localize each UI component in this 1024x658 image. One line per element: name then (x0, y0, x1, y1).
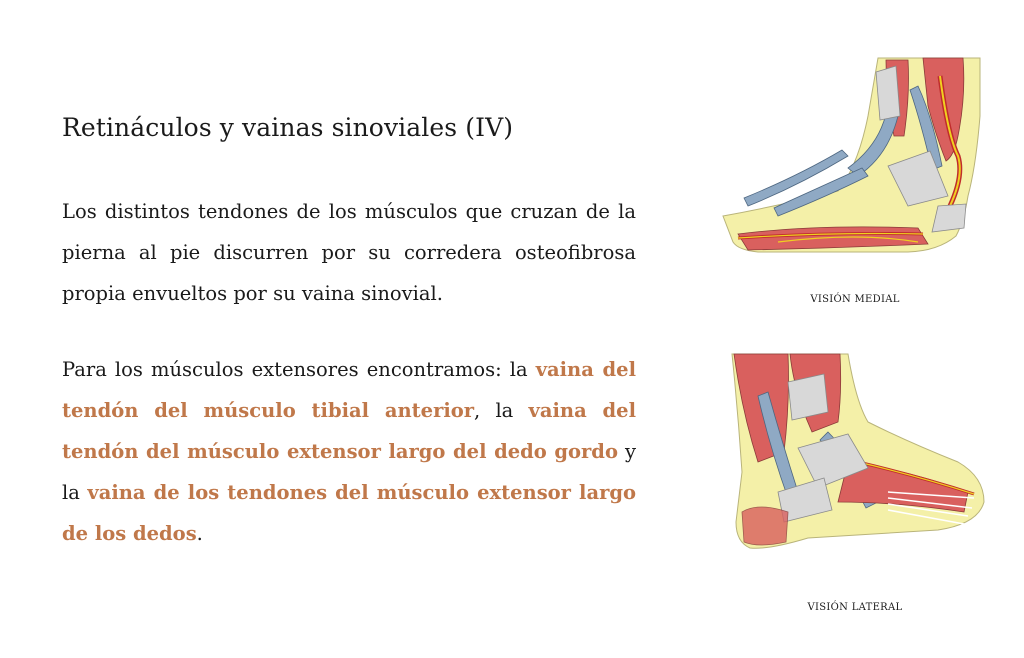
medial-view-caption: VISIÓN MEDIAL (810, 294, 900, 305)
lateral-view-caption: VISIÓN LATERAL (807, 602, 903, 613)
separator-1: , la (474, 399, 529, 422)
intro-paragraph: Los distintos tendones de los músculos que cruzan de la pierna al pie discurren por su corredera osteofibrosa propia envueltos por su vaina sinovial. (62, 200, 636, 305)
page-title: Retináculos y vainas sinoviales (IV) (62, 113, 514, 142)
link-extensor-hallucis-sheath[interactable]: vaina del tendón del músculo extensor largo del dedo gordo (62, 399, 636, 463)
separator-2: y la (62, 440, 636, 504)
extensors-intro: Para los músculos extensores encontramos: la (62, 358, 536, 381)
paragraph-end: . (196, 522, 203, 545)
link-extensor-digitorum-sheath[interactable]: vaina de los tendones del músculo extensor largo de los dedos (62, 481, 636, 545)
lateral-view-illustration (728, 352, 986, 552)
link-tibial-anterior-sheath[interactable]: vaina del tendón del músculo tibial anterior (62, 358, 636, 422)
extensors-paragraph (62, 349, 636, 554)
medial-view-illustration (718, 56, 984, 256)
